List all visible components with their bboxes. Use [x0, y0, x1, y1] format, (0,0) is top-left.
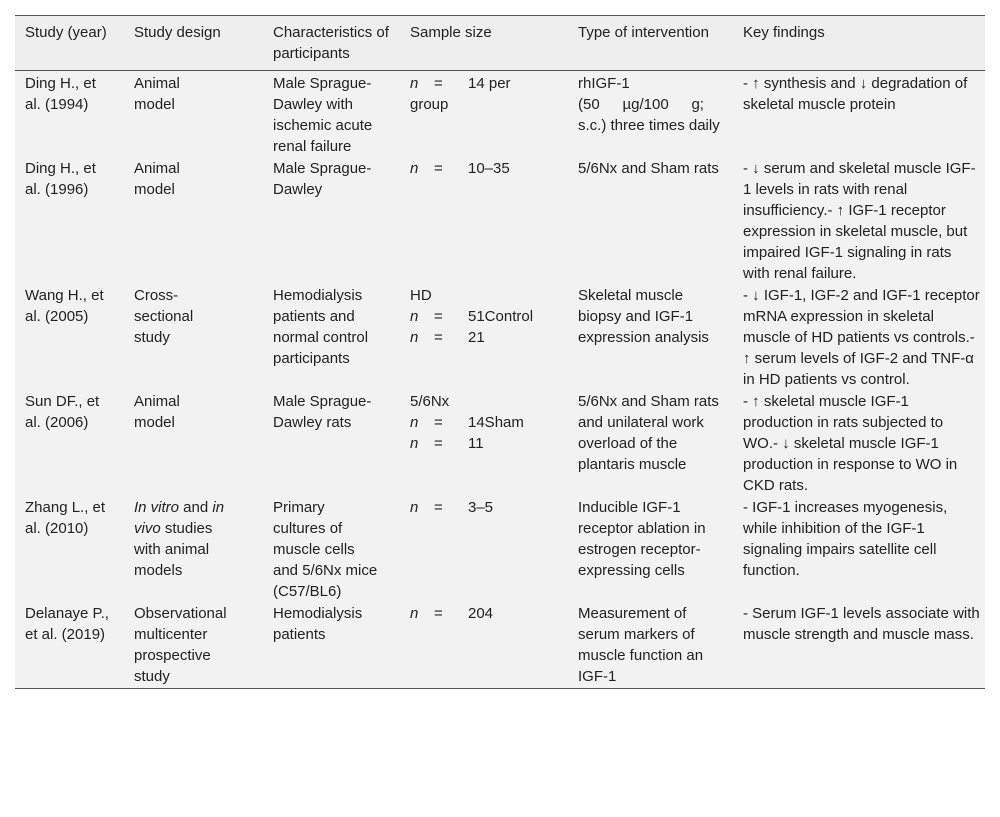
design-italic: In vitro: [134, 499, 180, 516]
table-row: [15, 603, 985, 689]
equals-sign: =: [434, 160, 443, 177]
cell-intervention: 5/6Nx and Sham rats and unilateral work overload of the plantaris muscle: [578, 393, 719, 473]
table-row: [15, 497, 985, 603]
cell-findings: - Serum IGF-1 levels associate with muscle strength and muscle mass.: [743, 605, 980, 643]
cell-sample-size: [400, 158, 568, 285]
cell-sample-size: [400, 285, 568, 391]
sample-value: 10–35: [468, 160, 510, 177]
cell-sample-size: [400, 391, 568, 497]
dose-part: (50: [578, 96, 600, 113]
cell-findings: - ↑ synthesis and ↓ degradation of skeletal muscle protein: [743, 75, 968, 113]
cell-design: Cross-sectional study: [134, 287, 194, 346]
cell-findings: - ↓ IGF-1, IGF-2 and IGF-1 receptor mRNA expression in skeletal muscle of HD patients vs controls.- ↑ serum levels of IGF-2 and TNF-α in HD patients vs control.: [743, 287, 980, 388]
equals-sign: =: [434, 499, 443, 516]
header-study: Study (year): [25, 24, 107, 41]
cell-design: Animal model: [134, 160, 180, 198]
intervention-line: rhIGF-1: [578, 75, 630, 92]
sample-value: 204: [468, 605, 494, 622]
n-label: n: [410, 75, 419, 92]
cell-design: Observational multicenter prospective study: [134, 605, 227, 685]
cell-sample-size: [400, 603, 568, 689]
cell-intervention: 5/6Nx and Sham rats: [578, 160, 719, 177]
cell-sample-size: [400, 71, 568, 159]
header-participants: Characteristics of participants: [273, 24, 389, 62]
table-row: [15, 158, 985, 285]
sample-group: HD: [410, 287, 432, 304]
cell-findings: - ↑ skeletal muscle IGF-1 production in rats subjected to WO.- ↓ skeletal muscle IGF-1 production in response to WO in CKD rats.: [743, 393, 958, 494]
cell-study: Wang H., et al. (2005): [25, 287, 104, 325]
cell-intervention: Skeletal muscle biopsy and IGF-1 expression analysis: [578, 287, 709, 346]
design-italic: in vivo: [134, 499, 225, 537]
sample-value: 11: [468, 435, 484, 452]
n-label: n: [410, 308, 419, 325]
sample-value: 3–5: [468, 499, 494, 516]
cell-sample-size: [400, 497, 568, 603]
header-findings: Key findings: [743, 24, 825, 41]
cell-study: Ding H., et al. (1996): [25, 160, 96, 198]
sample-tail: group: [410, 96, 449, 113]
design-text: and: [179, 499, 213, 516]
header-sample-size: Sample size: [410, 24, 492, 41]
cell-design: Animal model: [134, 393, 180, 431]
equals-sign: =: [434, 605, 443, 622]
equals-sign: =: [434, 435, 443, 452]
table-row: [15, 391, 985, 497]
cell-participants: Primary cultures of muscle cells and 5/6Nx mice (C57/BL6): [273, 499, 378, 600]
cell-intervention: Inducible IGF-1 receptor ablation in estrogen receptor-expressing cells: [578, 499, 706, 579]
sample-value: 51Control: [468, 308, 534, 325]
sample-value: 14Sham: [468, 414, 524, 431]
cell-design: [124, 497, 263, 603]
cell-study: Zhang L., et al. (2010): [25, 499, 106, 537]
n-label: n: [410, 605, 419, 622]
n-label: n: [410, 435, 419, 452]
cell-participants: Hemodialysis patients: [273, 605, 363, 643]
cell-participants: Male Sprague-Dawley: [273, 160, 372, 198]
cell-intervention: Measurement of serum markers of muscle function an IGF-1: [578, 605, 704, 685]
n-label: n: [410, 414, 419, 431]
sample-value: 14 per: [468, 75, 511, 92]
cell-intervention: [568, 71, 733, 159]
table-row: [15, 71, 985, 159]
design-text: studies with animal models: [134, 520, 213, 579]
equals-sign: =: [434, 308, 443, 325]
studies-table: [15, 15, 985, 689]
cell-findings: - IGF-1 increases myogenesis, while inhibition of the IGF-1 signaling impairs satellite cell function.: [743, 499, 948, 579]
header-row: [15, 16, 985, 71]
cell-participants: Male Sprague-Dawley rats: [273, 393, 372, 431]
cell-design: Animal model: [134, 75, 180, 113]
n-label: n: [410, 329, 419, 346]
n-label: n: [410, 499, 419, 516]
dose-part: g;: [691, 96, 704, 113]
sample-group: 5/6Nx: [410, 393, 450, 410]
cell-participants: Hemodialysis patients and normal control participants: [273, 287, 369, 367]
sample-value: 21: [468, 329, 485, 346]
equals-sign: =: [434, 329, 443, 346]
cell-findings: - ↓ serum and skeletal muscle IGF-1 levels in rats with renal insufficiency.- ↑ IGF-1 receptor expression in skeletal muscle, but impaired IGF-1 signaling in rats with renal failure.: [743, 160, 976, 282]
equals-sign: =: [434, 75, 443, 92]
header-intervention: Type of intervention: [578, 24, 709, 41]
n-label: n: [410, 160, 419, 177]
cell-participants: Male Sprague-Dawley with ischemic acute renal failure: [273, 75, 373, 155]
dose-part: µg/100: [622, 96, 669, 113]
header-design: Study design: [134, 24, 221, 41]
cell-study: Delanaye P., et al. (2019): [25, 605, 109, 643]
dose-line: [578, 94, 704, 115]
cell-study: Sun DF., et al. (2006): [25, 393, 100, 431]
equals-sign: =: [434, 414, 443, 431]
cell-study: Ding H., et al. (1994): [25, 75, 96, 113]
table-row: [15, 285, 985, 391]
intervention-line: s.c.) three times daily: [578, 117, 720, 134]
